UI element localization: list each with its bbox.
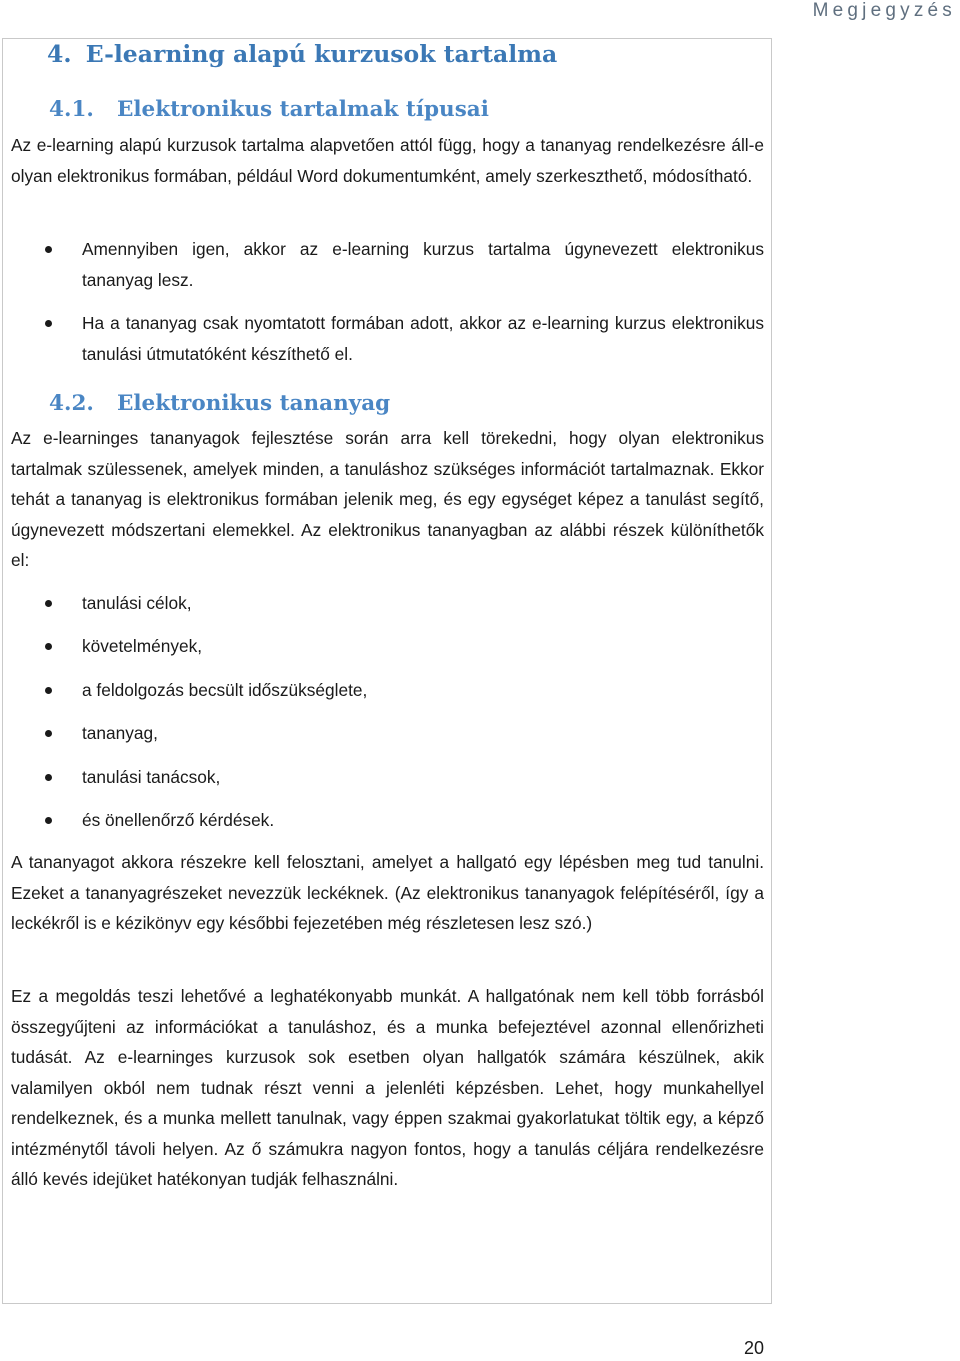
section-title: Elektronikus tartalmak típusai (117, 97, 489, 122)
section-heading-4-2 (49, 391, 390, 416)
list-item (11, 719, 764, 748)
paragraph-efficiency: Ez a megoldás teszi lehetővé a leghatékonyabb munkát. A hallgatónak nem kell több forrásból összegyűjteni az információkat a tanuláshoz, és a munka befejeztével azonnal ellenőrizheti tudását. Az e-learninges kurzusok sok esetben olyan hallgatók számára készülnek, akik valamilyen okból nem tudnak részt venni a jelenléti képzésben. Lehet, hogy munkahellyel rendelkeznek, és a munka mellett tanulnak, vagy éppen szakmai gyakorlatukat töltik egy, a képző intézménytől távoli helyen. Az ő számukra nagyon fontos, hogy a tanulás céljára rendelkezésre álló kevés idejüket hatékonyan tudják felhasználni. (11, 986, 764, 1189)
bullet-icon (45, 817, 52, 824)
page-number: 20 (743, 1338, 764, 1358)
list-item-text: követelmények, (82, 636, 203, 657)
list-item-text: Amennyiben igen, akkor az e-learning kurzus tartalma úgynevezett elektronikus tananyag lesz. (82, 239, 764, 290)
bullet-icon (45, 643, 52, 650)
paragraph-intro: Az e-learning alapú kurzusok tartalma alapvetően attól függ, hogy a tananyag rendelkezésre áll-e olyan elektronikus formában, például Word dokumentumként, amely szerkeszthető, módosítható. (11, 135, 764, 186)
bullet-icon (45, 730, 52, 737)
bullet-icon (45, 600, 52, 607)
list-item-text: a feldolgozás becsült időszükséglete, (82, 679, 368, 700)
paragraph-electronic-material: Az e-learninges tananyagok fejlesztése során arra kell törekedni, hogy olyan elektronikus tartalmak szülessenek, amelyek minden, a tanuláshoz szükséges információt tartalmaznak. Ekkor tehát a tananyag is elektronikus formában jelenik meg, és egy egységet képez a tanulást segítő, úgynevezett módszertani elemekkel. Az elektronikus tananyagban az alábbi részek különíthetők el: (11, 428, 764, 570)
chapter-title: E-learning alapú kurzusok tartalma (85, 40, 558, 68)
section-heading-4-1 (49, 97, 489, 122)
list-item (11, 308, 764, 370)
bullet-list-material-parts (11, 589, 764, 849)
list-item (11, 632, 764, 661)
list-item-text: Ha a tananyag csak nyomtatott formában adott, akkor az e-learning kurzus elektronikus tanulási útmutatóként készíthető el. (82, 313, 764, 364)
list-item (11, 763, 764, 792)
paragraph-lessons: A tananyagot akkora részekre kell felosztani, amelyet a hallgató egy lépésben meg tud tanulni. Ezeket a tananyagrészeket nevezzük leckéknek. (Az elektronikus tananyagok felépítéséről, így a leckékről is e kézikönyv egy későbbi fejezetében még részletesen lesz szó.) (11, 852, 764, 933)
list-item (11, 234, 764, 296)
list-item (11, 676, 764, 705)
bullet-icon (45, 246, 52, 253)
list-item (11, 806, 764, 835)
chapter-number: 4. (47, 40, 72, 68)
bullet-icon (45, 320, 52, 327)
chapter-heading (47, 40, 557, 68)
list-item (11, 589, 764, 618)
bullet-list-content-types (11, 234, 764, 382)
list-item-text: tanulási célok, (82, 593, 192, 613)
bullet-icon (45, 687, 52, 694)
list-item-text: és önellenőrző kérdések. (82, 809, 275, 830)
bullet-icon (45, 774, 52, 781)
section-number: 4.2. (49, 391, 94, 416)
section-title: Elektronikus tananyag (117, 391, 391, 416)
list-item-text: tananyag, (82, 723, 158, 744)
list-item-text: tanulási tanácsok, (82, 766, 221, 787)
margin-notes-label: Megjegyzés (812, 0, 956, 21)
section-number: 4.1. (49, 97, 94, 122)
